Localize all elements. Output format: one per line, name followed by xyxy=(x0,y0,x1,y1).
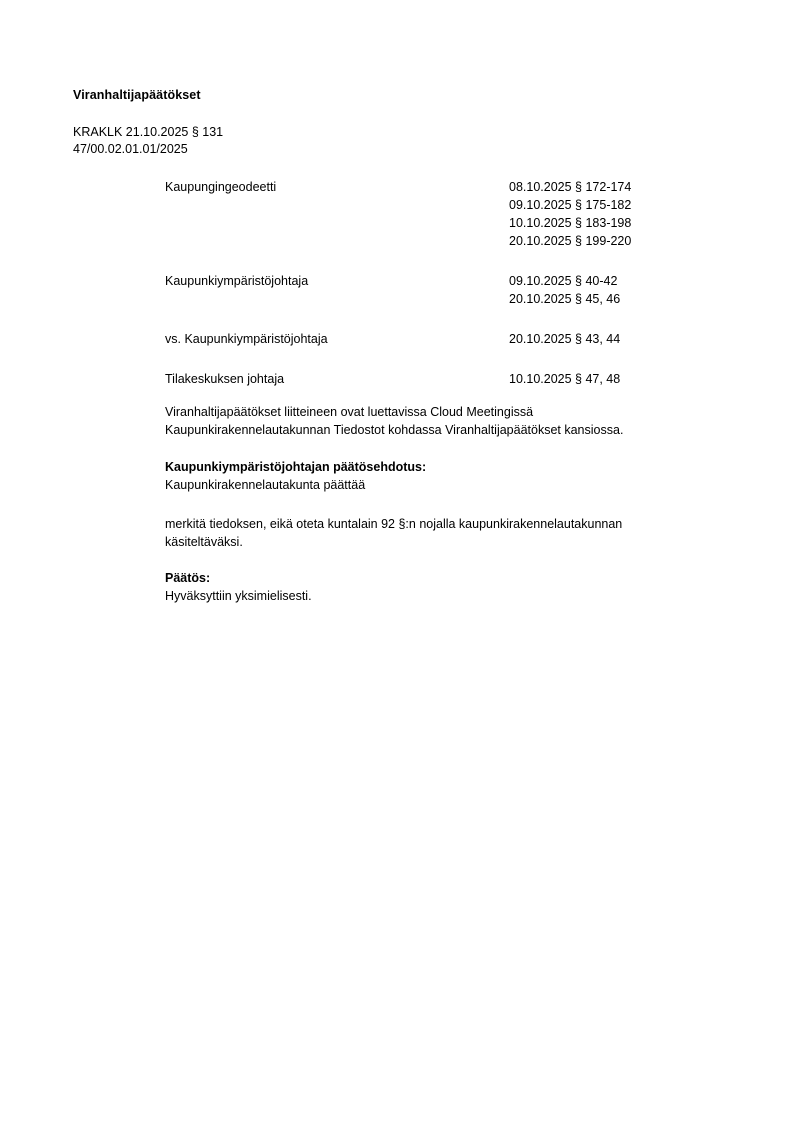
case-number-line: 47/00.02.01.01/2025 xyxy=(73,142,188,156)
info-paragraph xyxy=(165,403,725,439)
info-line-2: Kaupunkirakennelautakunnan Tiedostot kohdassa Viranhaltijapäätökset kansiossa. xyxy=(165,423,624,437)
decision-dates xyxy=(509,370,620,388)
info-line-1: Viranhaltijapäätökset liitteineen ovat luettavissa Cloud Meetingissä xyxy=(165,405,534,419)
resolution-line-1: merkitä tiedoksen, eikä oteta kuntalain 92 §:n nojalla kaupunkirakennelautakunnan xyxy=(165,517,623,531)
decision-date-entry: 20.10.2025 § 45, 46 xyxy=(509,292,621,306)
decision-date-entry: 09.10.2025 § 175-182 xyxy=(509,198,632,212)
role-label: Kaupunkiympäristöjohtaja xyxy=(165,274,309,288)
proposal-heading: Kaupunkiympäristöjohtajan päätösehdotus: xyxy=(165,460,427,474)
list-item xyxy=(165,370,725,388)
decision-date-entry: 20.10.2025 § 199-220 xyxy=(509,234,632,248)
list-item xyxy=(165,330,725,348)
decision-heading: Päätös: xyxy=(165,571,211,585)
role-label: vs. Kaupunkiympäristöjohtaja xyxy=(165,332,328,346)
meeting-reference-line: KRAKLK 21.10.2025 § 131 xyxy=(73,125,224,139)
decision-line-1: Hyväksyttiin yksimielisesti. xyxy=(165,589,312,603)
decision-date-entry: 08.10.2025 § 172-174 xyxy=(509,180,632,194)
decision-dates xyxy=(509,178,631,250)
decision-date-entry: 10.10.2025 § 47, 48 xyxy=(509,372,621,386)
resolution-body xyxy=(165,515,725,551)
list-item xyxy=(165,272,725,308)
proposal-line-1: Kaupunkirakennelautakunta päättää xyxy=(165,478,366,492)
decision-date-entry: 09.10.2025 § 40-42 xyxy=(509,274,618,288)
role-label: Tilakeskuksen johtaja xyxy=(165,372,285,386)
meeting-reference xyxy=(73,124,223,158)
list-item xyxy=(165,178,725,250)
decision-date-entry: 20.10.2025 § 43, 44 xyxy=(509,332,621,346)
role-label: Kaupungingeodeetti xyxy=(165,180,277,194)
decision-dates xyxy=(509,272,620,308)
decision-date-entry: 10.10.2025 § 183-198 xyxy=(509,216,632,230)
resolution-line-2: käsiteltäväksi. xyxy=(165,535,243,549)
decision-list xyxy=(165,178,725,410)
page-title: Viranhaltijapäätökset xyxy=(73,88,201,102)
decision-section xyxy=(165,569,725,605)
decision-dates xyxy=(509,330,620,348)
proposal-section xyxy=(165,458,725,494)
